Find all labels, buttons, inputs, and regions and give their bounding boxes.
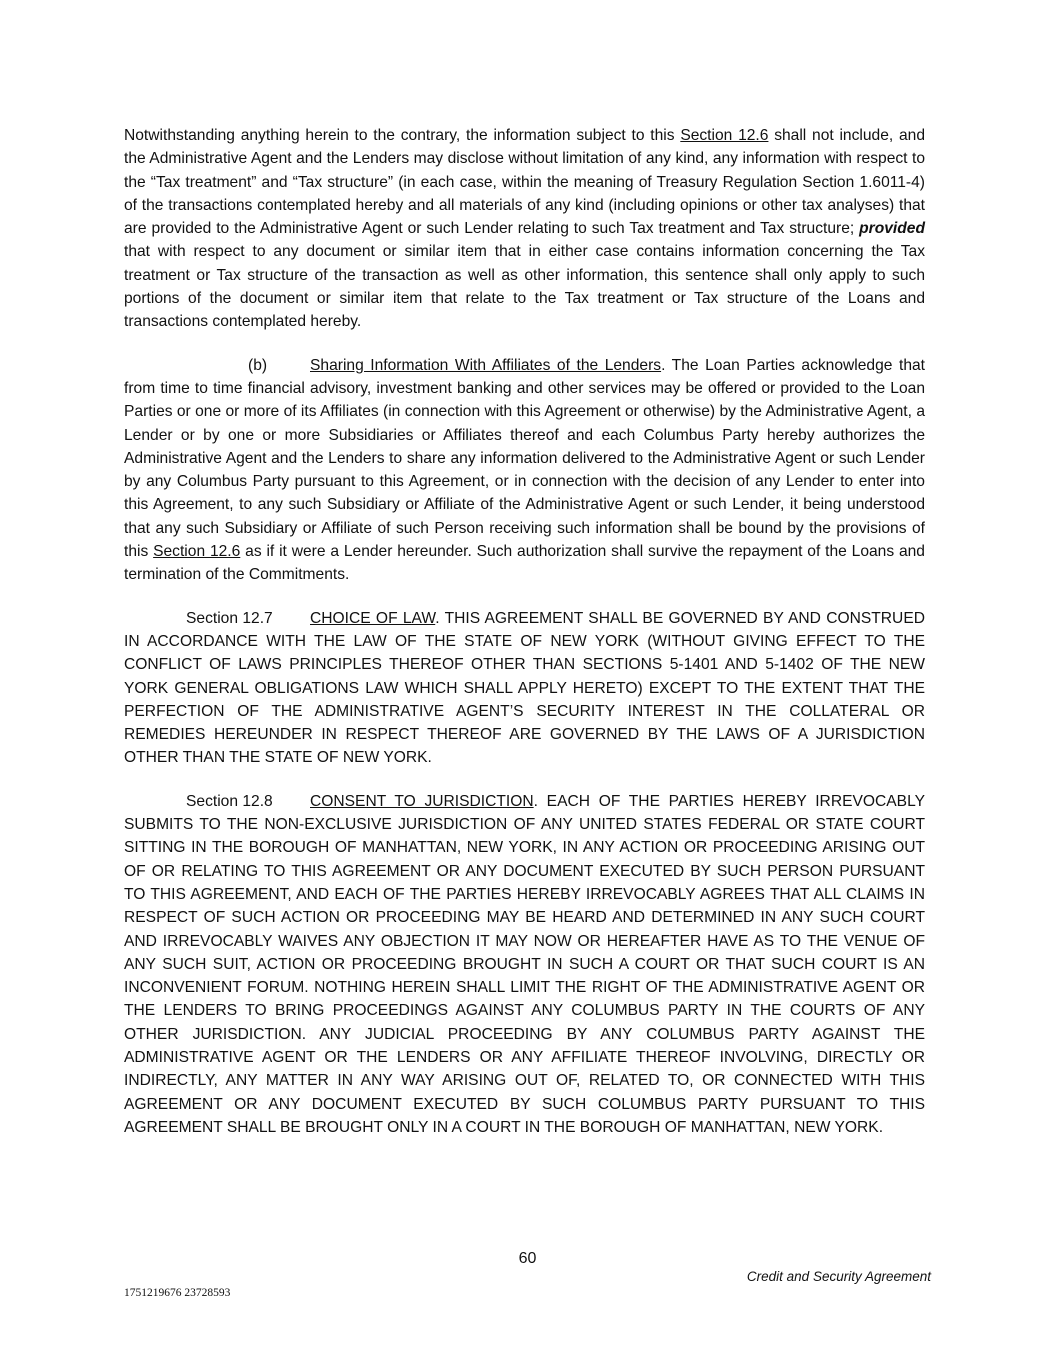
section-number: Section 12.7 (186, 609, 273, 627)
section-consent-to-jurisdiction (124, 790, 925, 1139)
section-choice-of-law (124, 607, 925, 770)
document-page (124, 124, 925, 1159)
section-reference: Section 12.6 (680, 127, 769, 144)
section-reference: Section 12.6 (153, 543, 241, 561)
page-number: 60 (518, 1250, 537, 1267)
section-heading: CHOICE OF LAW (310, 609, 436, 627)
section-number: Section 12.8 (186, 792, 273, 810)
paragraph-sharing-information (124, 354, 925, 587)
footer-document-id: 1751219676 23728593 (124, 1287, 231, 1299)
paragraph-text: that with respect to any document or similar item that in either case contains information concerning the Tax treatment or Tax structure of the transaction as well as other information, this sentence shall only apply to such portions of the document or similar item that relate to the Tax treatment or Tax structure of the Loans and transactions contemplated hereby. (124, 243, 925, 331)
paragraph-text: . The Loan Parties acknowledge that from time to time financial advisory, investment banking and other services may be offered or provided to the Loan Parties or one or more of its Affiliates (in connection with this Agreement or otherwise) by the Administrative Agent, a Lender or by one or more Subsidiaries or Affiliates thereof and each Columbus Party hereby authorizes the Administrative Agent and the Lenders to share any information delivered to the Administrative Agent or such Lender by any Columbus Party pursuant to this Agreement, or in connection with the decision of any Lender to enter into this Agreement, to any such Subsidiary or Affiliate of the Administrative Agent or such Lender, it being understood that any such Subsidiary or Affiliate of such Person receiving such information shall be bound by the provisions of this (124, 356, 926, 561)
footer-document-title: Credit and Security Agreement (746, 1269, 931, 1284)
paragraph-text: shall not include, and the Administrative Agent and the Lenders may disclose without limitation of any kind, any information with respect to the “Tax treatment” and “Tax structure” (in each case, within the meaning of Treasury Regulation Section 1.6011-4) of the transactions contemplated hereby and all materials of any kind (including opinions or other tax analyses) that are provided to the Administrative Agent or such Lender relating to such Tax treatment and Tax structure; (124, 127, 925, 238)
subsection-heading: Sharing Information With Affiliates of the Lenders (310, 356, 662, 374)
paragraph-text: Notwithstanding anything herein to the contrary, the information subject to this (124, 127, 681, 144)
emphasis-provided: provided (859, 220, 925, 238)
paragraph-text: as if it were a Lender hereunder. Such authorization shall survive the repayment of the Loans and termination of the Commitments. (124, 543, 925, 584)
section-body: . THIS AGREEMENT SHALL BE GOVERNED BY AND CONSTRUED IN ACCORDANCE WITH THE LAW OF THE STATE OF NEW YORK (WITHOUT GIVING EFFECT TO THE CONFLICT OF LAWS PRINCIPLES THEREOF OTHER THAN SECTIONS 5-1401 AND 5-1402 OF THE NEW YORK GENERAL OBLIGATIONS LAW WHICH SHALL APPLY HERETO) EXCEPT TO THE EXTENT THAT THE PERFECTION OF THE ADMINISTRATIVE AGENT’S SECURITY INTEREST IN THE COLLATERAL OR REMEDIES HEREUNDER IN RESPECT THEREOF ARE GOVERNED BY THE LAWS OF A JURISDICTION OTHER THAN THE STATE OF NEW YORK. (124, 609, 925, 767)
subsection-label: (b) (248, 356, 268, 374)
section-heading: CONSENT TO JURISDICTION (310, 792, 534, 810)
paragraph-tax-disclosure (124, 124, 925, 334)
section-body: . EACH OF THE PARTIES HEREBY IRREVOCABLY SUBMITS TO THE NON-EXCLUSIVE JURISDICTION OF ANY UNITED STATES FEDERAL OR STATE COURT SITTING IN THE BOROUGH OF MANHATTAN, NEW YORK, IN ANY ACTION OR PROCEEDING ARISING OUT OF OR RELATING TO THIS AGREEMENT OR ANY DOCUMENT EXECUTED BY SUCH PERSON PURSUANT TO THIS AGREEMENT, AND EACH OF THE PARTIES HEREBY IRREVOCABLY AGREES THAT ALL CLAIMS IN RESPECT OF SUCH ACTION OR PROCEEDING MAY BE HEARD AND DETERMINED IN ANY SUCH COURT AND IRREVOCABLY WAIVES ANY OBJECTION IT MAY NOW OR HEREAFTER HAVE AS TO THE VENUE OF ANY SUCH SUIT, ACTION OR PROCEEDING BROUGHT IN SUCH A COURT OR THAT SUCH COURT IS AN INCONVENIENT FORUM. NOTHING HEREIN SHALL LIMIT THE RIGHT OF THE ADMINISTRATIVE AGENT OR THE LENDERS TO BRING PROCEEDINGS AGAINST ANY COLUMBUS PARTY IN THE COURTS OF ANY OTHER JURISDICTION. ANY JUDICIAL PROCEEDING BY ANY COLUMBUS PARTY AGAINST THE ADMINISTRATIVE AGENT OR THE LENDERS OR ANY AFFILIATE THEREOF INVOLVING, DIRECTLY OR INDIRECTLY, ANY MATTER IN ANY WAY ARISING OUT OF, RELATED TO, OR CONNECTED WITH THIS AGREEMENT OR ANY DOCUMENT EXECUTED BY SUCH COLUMBUS PARTY PURSUANT TO THIS AGREEMENT SHALL BE BROUGHT ONLY IN A COURT IN THE BOROUGH OF MANHATTAN, NEW YORK. (124, 792, 925, 1136)
